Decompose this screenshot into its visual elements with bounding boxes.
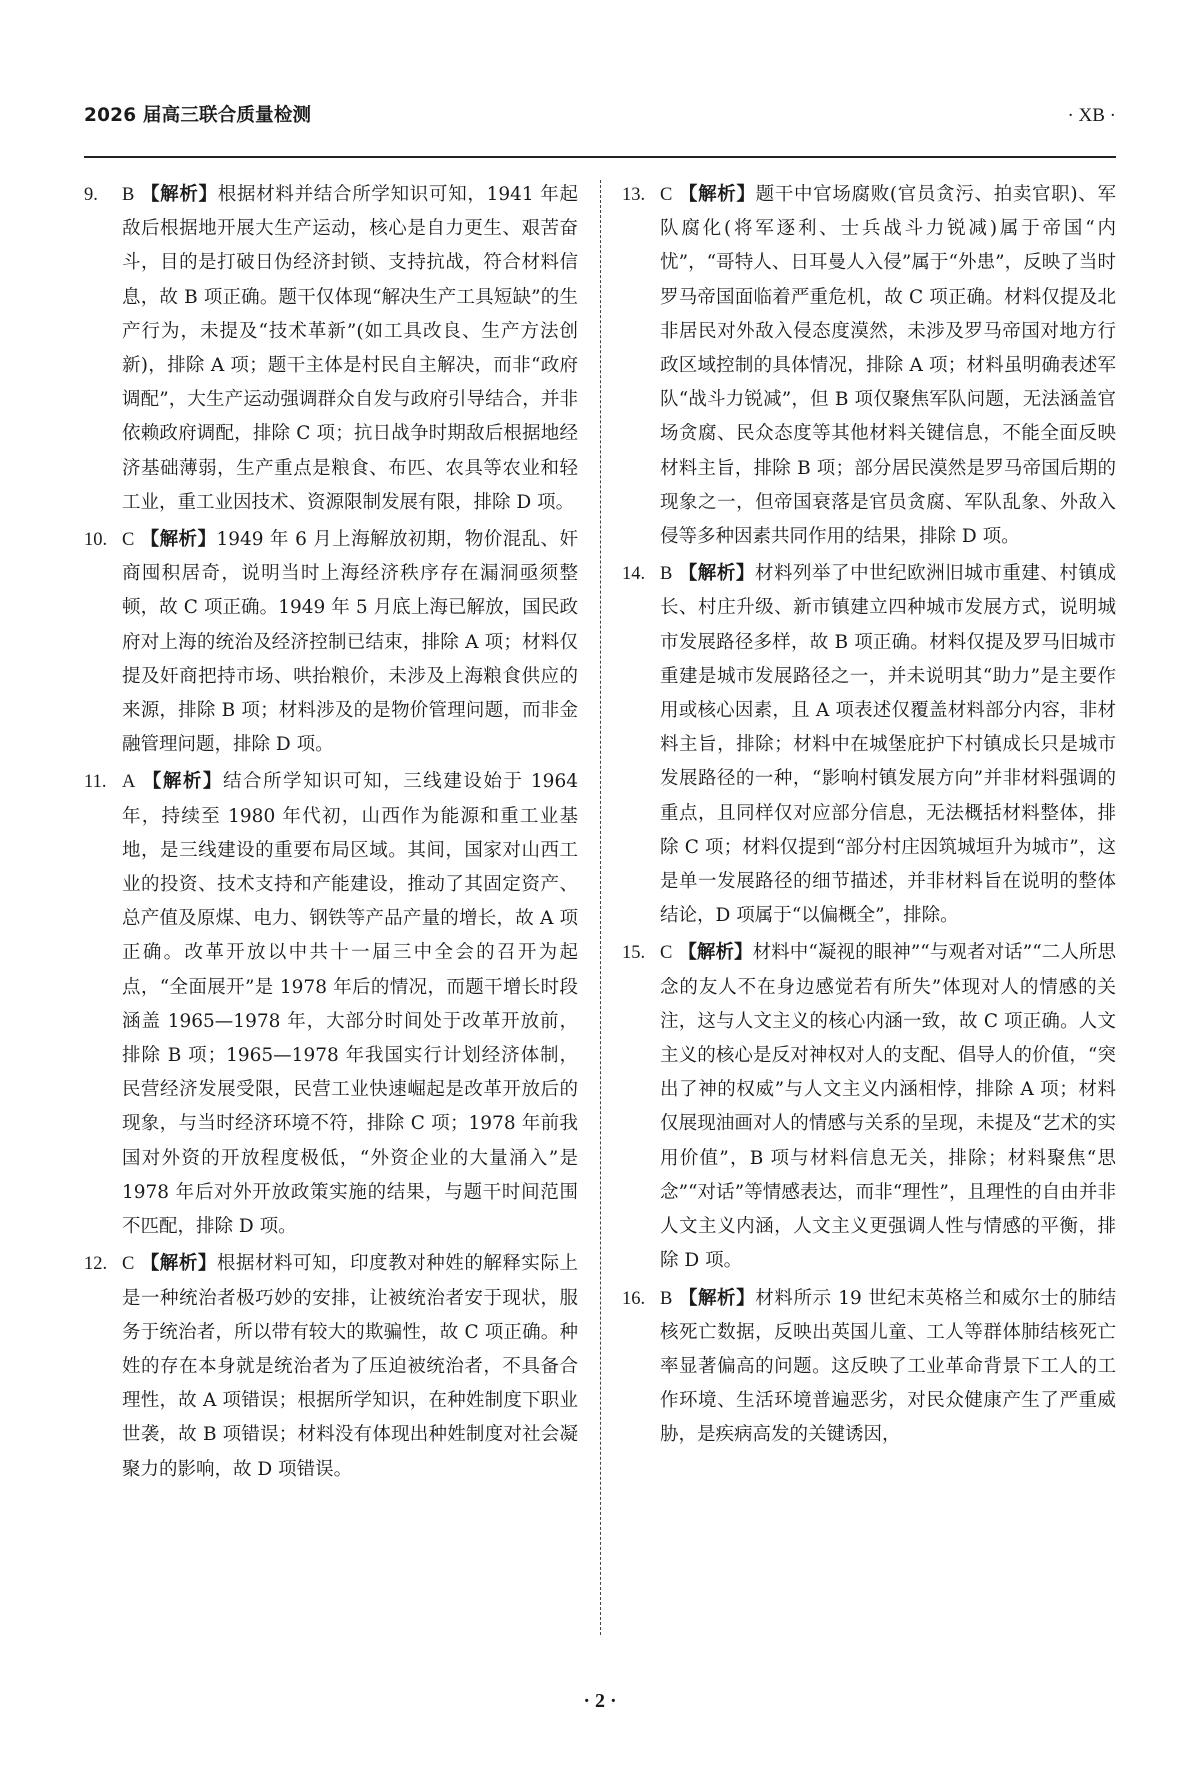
- right-column: [622, 178, 1116, 1456]
- item-answer: C: [122, 1254, 135, 1275]
- item-text: 根据材料并结合所学知识可知，1941 年起敌后根据地开展大生产运动，核心是自力更生、艰苦奋斗，目的是打破日伪经济封锁、支持抗战，符合材料信息，故 B 项正确。题干仅体现“解决生产工具短缺”的生产行为，未提及“技术革新”(如工具改良、生产方法创新)，排除 A 项；题干主体是村民自主解决，而非“政府调配”，大生产运动强调群众自发与政府引导结合，并非依赖政府调配，排除 C 项；抗日战争时期敌后根据地经济基础薄弱，生产重点是粮食、布匹、农具等农业和轻工业，重工业因技术、资源限制发展有限，排除 D 项。: [122, 184, 578, 513]
- item-answer: B: [660, 564, 673, 585]
- item-number: 11.: [84, 772, 107, 793]
- item-number: 13.: [622, 185, 646, 205]
- item-number: 14.: [622, 564, 646, 585]
- item-answer: C: [122, 530, 135, 551]
- item-text: 材料所示 19 世纪末英格兰和威尔士的肺结核死亡数据，反映出英国儿童、工人等群体肺结核死亡率显著偏高的问题。这反映了工业革命背景下工人的工作环境、生活环境普遍恶劣，对民众健康产生了严重威胁，是疾病高发的关键诱因，: [660, 1287, 1116, 1446]
- item-tag: 【解析】: [142, 771, 223, 793]
- answer-item-11: [84, 765, 578, 1244]
- answer-item-12: [84, 1247, 578, 1486]
- item-text: 题干中官场腐败(官员贪污、拍卖官职)、军队腐化(将军逐利、士兵战斗力锐减)属于帝国“内忧”，“哥特人、日耳曼人入侵”属于“外患”，反映了当时罗马帝国面临着严重危机，故 C 项正确。材料仅提及北非居民对外敌入侵态度漠然，未涉及罗马帝国对地方行政区域控制的具体情况，排除 A 项；材料虽明确表述军队“战斗力锐减”，但 B 项仅聚焦军队问题，无法涵盖官场贪腐、民众态度等其他材料关键信息，不能全面反映材料主旨，排除 B 项；部分居民漠然是罗马帝国后期的现象之一，但帝国衰落是官员贪腐、军队乱象、外敌入侵等多种因素共同作用的结果，排除 D 项。: [660, 184, 1116, 548]
- item-number: 12.: [84, 1254, 108, 1275]
- item-answer: C: [660, 943, 673, 964]
- item-tag: 【解析】: [678, 563, 755, 585]
- answer-item-13: [622, 178, 1116, 554]
- item-text: 材料列举了中世纪欧洲旧城市重建、村镇成长、村庄升级、新市镇建立四种城市发展方式，说明城市发展路径多样，故 B 项正确。材料仅提及罗马旧城市重建是城市发展路径之一，并未说明其“助力”是主要作用或核心因素，且 A 项表述仅覆盖材料部分内容，非材料主旨，排除；材料中在城堡庇护下村镇成长只是城市发展路径的一种，“影响村镇发展方向”并非材料强调的重点，且同样仅对应部分信息，无法概括材料整体，排除 C 项；材料仅提到“部分村庄因筑城垣升为城市”，这是单一发展路径的细节描述，并非材料旨在说明的整体结论，D 项属于“以偏概全”，排除。: [660, 563, 1116, 927]
- item-tag: 【解析】: [678, 184, 756, 205]
- answer-item-14: [622, 557, 1116, 933]
- item-text: 根据材料可知，印度教对种姓的解释实际上是一种统治者极巧妙的安排，让被统治者安于现状，服务于统治者，所以带有较大的欺骗性，故 C 项正确。种姓的存在本身就是统治者为了压迫被统治者，不具备合理性，故 A 项错误；根据所学知识，在种姓制度下职业世袭，故 B 项错误；材料没有体现出种姓制度对社会凝聚力的影响，故 D 项错误。: [122, 1253, 578, 1480]
- left-column: [84, 178, 578, 1490]
- item-answer: C: [660, 185, 673, 205]
- item-text: 材料中“凝视的眼神”“与观者对话”“二人所思念的友人不在身边感觉若有所失”体现对人的情感的关注，这与人文主义的核心内涵一致，故 C 项正确。人文主义的核心是反对神权对人的支配、倡导人的价值，“突出了神的权威”与人文主义内涵相悖，排除 A 项；材料仅展现油画对人的情感与关系的呈现，未提及“艺术的实用价值”，B 项与材料信息无关，排除；材料聚焦“思念”“对话”等情感表达，而非“理性”，且理性的自由并非人文主义内涵，人文主义更强调人性与情感的平衡，排除 D 项。: [660, 942, 1116, 1272]
- item-tag: 【解析】: [140, 184, 218, 205]
- page-number: · 2 ·: [583, 1690, 617, 1712]
- item-number: 15.: [622, 943, 646, 964]
- item-answer: A: [122, 772, 136, 793]
- item-number: 10.: [84, 530, 108, 551]
- item-answer: B: [660, 1288, 673, 1309]
- answer-item-9: [84, 178, 578, 520]
- item-text: 1949 年 6 月上海解放初期，物价混乱、奸商囤积居奇，说明当时上海经济秩序存在漏洞亟须整顿，故 C 项正确。1949 年 5 月底上海已解放，国民政府对上海的统治及经济控制已结束，排除 A 项；材料仅提及奸商把持市场、哄抬粮价，未涉及上海粮食供应的来源，排除 B 项；材料涉及的是物价管理问题，而非金融管理问题，排除 D 项。: [122, 529, 578, 756]
- answer-item-10: [84, 523, 578, 762]
- item-text: 结合所学知识可知，三线建设始于 1964 年，持续至 1980 年代初，山西作为能源和重工业基地，是三线建设的重要布局区域。其间，国家对山西工业的投资、技术支持和产能建设，推动了其固定资产、总产值及原煤、电力、钢铁等产品产量的增长，故 A 项正确。改革开放以中共十一届三中全会的召开为起点，“全面展开”是 1978 年后的情况，而题干增长时段涵盖 1965—1978 年，大部分时间处于改革开放前，排除 B 项；1965—1978 年我国实行计划经济体制，民营经济发展受限，民营工业快速崛起是改革开放后的现象，与当时经济环境不符，排除 C 项；1978 年前我国对外资的开放程度极低，“外资企业的大量涌入”是 1978 年后对外开放政策实施的结果，与题干时间范围不匹配，排除 D 项。: [122, 771, 578, 1238]
- document-title: 2026 届高三联合质量检测: [84, 105, 312, 126]
- edition-tag: · XB ·: [1067, 105, 1116, 126]
- item-number: 16.: [622, 1288, 646, 1309]
- item-tag: 【解析】: [140, 529, 217, 551]
- header-rule: [84, 156, 1116, 158]
- answer-item-16: [622, 1282, 1116, 1453]
- column-divider: [600, 180, 601, 1635]
- answer-item-15: [622, 936, 1116, 1278]
- item-number: 9.: [84, 185, 98, 205]
- item-tag: 【解析】: [678, 942, 753, 964]
- item-tag: 【解析】: [678, 1287, 756, 1309]
- item-answer: B: [122, 185, 135, 205]
- item-tag: 【解析】: [140, 1253, 217, 1275]
